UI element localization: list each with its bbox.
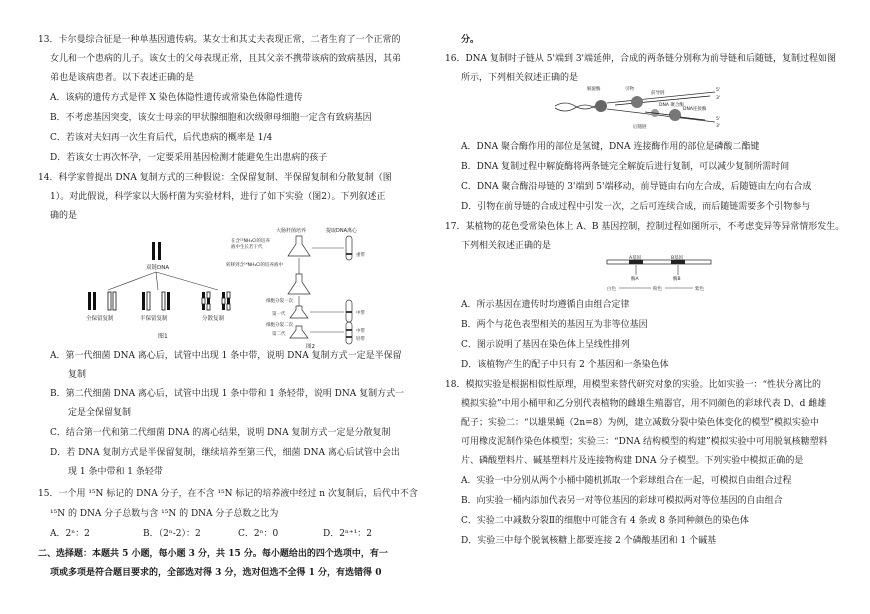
q16-option-a: A．DNA 聚合酶作用的部位是氢键，DNA 连接酶作用的部位是磷酸二酯键 [461,142,760,152]
q14-option-d-1: D．若 DNA 复制方式是半保留复制，继续培养至第三代，细菌 DNA 离心后试管中会出 [50,448,400,458]
q15-option-d: D．2ⁿ⁺¹：2 [323,529,372,539]
section-2-heading-1: 二、选择题：本题共 5 小题，每小题 3 分，共 15 分。每小题给出的四个选项中，有一 [38,549,388,559]
q16-stem-2: 所示，下列相关叙述正确的是 [461,73,579,83]
q17-option-a: A．所示基因在遗传时均遵循自由组合定律 [461,300,630,310]
fig17-gene-a: A基因 [629,256,642,261]
fig2-caption: 图2 [306,344,315,350]
fig2-band-light: 轻带 [356,337,365,342]
fig16-lagging-label: 后随链 [633,125,647,130]
fig2-band-heavy: 重带 [356,253,365,258]
q14-option-a-1: A．第一代细菌 DNA 离心后，试管中出现 1 条中带，说明 DNA 复制方式一定是半保留 [50,351,402,361]
helicase-icon [595,100,607,112]
q17-option-d: D．该植物产生的配子中只有 2 个基因和一条染色体 [461,360,669,370]
q15-option-c: C．2ⁿ：0 [238,529,279,539]
q13-stem-1: 13．卡尔曼综合征是一种单基因遗传病。某女士和其丈夫表现正常，二者生育了一个正常的 [38,35,401,45]
fig2-division-2: 细胞分裂二次 [266,323,293,328]
flask-icon [288,274,310,294]
fig2-generation-2: 第二代 [272,332,286,337]
fig2-band-mid: 中带 [356,311,365,316]
figure-16-replication-fork [555,82,725,130]
fig17-gene-b: B基因 [671,256,684,261]
q14-option-a-2: 复制 [68,370,87,380]
q13-option-c: C．若该对夫妇再一次生育后代，后代患病的概率是 1/4 [50,133,273,143]
q18-stem-3: 配子；实验二：“以雄果蝇（2n=8）为例，建立减数分裂中染色体变化的模型”模拟实验中 [461,418,819,428]
q13-stem-2: 女儿和一个患病的儿子。该女士的父母表现正常，且其父亲不携带该病的致病基因，其弟 [50,54,402,64]
fig17-enzyme-b: 酶B [673,277,681,282]
q13-option-a: A．该病的遗传方式是伴 X 染色体隐性遗传或常染色体隐性遗传 [50,93,303,103]
fig16-end-5-bottom: 5' [716,117,721,122]
test-tube-icon [346,322,352,344]
q14-stem-1: 14．科学家曾提出 DNA 复制方式的三种假说：全保留复制、半保留复制和分散复制（图 [38,173,392,183]
q14-option-d-2: 现 1 条中带和 1 条轻带 [68,467,163,477]
q15-option-b: B．（2ⁿ-2）：2 [143,529,201,539]
q14-stem-3: 确的是 [50,211,78,221]
fig16-leading-label: 前导链 [651,91,665,96]
fig16-ligase-label: DNA连接酶 [683,107,707,112]
q17-option-c: C．图示说明了基因在染色体上呈线性排列 [461,340,630,350]
q16-option-d: D．引物在前导链的合成过程中引发一次，之后可连续合成，而后随链需要多个引物参与 [461,202,811,212]
q14-option-b-2: 定是全保留复制 [68,408,132,418]
q17-option-b: B．两个与花色表型相关的基因互为非等位基因 [461,320,648,330]
q13-stem-3: 弟也是该病患者。以下表述正确的是 [50,73,195,83]
fig2-centrifuge-label: 提取DNA离心 [326,228,358,234]
q18-stem-1: 18．模拟实验是根据相似性原理，用模型来替代研究对象的实验。比如实验一：“性状分离比的 [445,380,822,390]
q15-stem-2: ¹⁵N 的 DNA 分子总数与含 ¹⁵N 的 DNA 分子总数之比为 [50,509,279,519]
polymerase-icon [669,109,681,121]
q18-stem-4: 可用橡皮泥制作染色体模型；实验三：“DNA 结构模型的构建”模拟实验中可用脱氧核糖塑料 [461,437,828,447]
fig16-helicase-label: 解旋酶 [587,87,601,92]
q14-option-b-1: B．第二代细菌 DNA 离心后，试管中出现 1 条中带和 1 条轻带，说明 DNA 复制方式一 [50,389,405,399]
q18-stem-2: 模拟实验”中用小桶甲和乙分别代表植物的雌雄生殖器官，用不同颜色的彩球代表 D、d 雌雄 [461,399,827,409]
fig1-label-dispersive: 分散复制 [202,316,225,322]
fig16-end-3-bottom: 3' [716,124,721,129]
section-2-heading-2: 项或多项是符合题目要求的，全部选对得 3 分，选对但选不全得 1 分，有选错得 0 [50,568,382,578]
figure-17-gene-pathway [605,255,715,293]
test-tube-icon [346,300,352,322]
fig1-label-semiconservative: 半保留复制 [140,316,168,322]
fig17-enzyme-a: 酶A [631,277,639,282]
fig2-band-mid-2: 中带 [356,329,365,334]
fig1-label-conservative: 全保留复制 [86,316,114,322]
fig2-transfer-label: 转移到含¹⁴NH₄Cl的培养液中 [226,263,284,268]
fig2-n15-medium-1: 在含¹⁵NH₄Cl的培养 [231,239,271,244]
fig17-pink: 粉色 [653,287,662,292]
fig2-n15-medium-2: 液中生长若干代 [231,245,263,250]
chromosome-bar [607,260,711,264]
q17-stem-2: 下列相关叙述正确的是 [461,241,552,251]
figure-2-meselson-stahl-experiment [226,222,396,350]
flask-icon [290,306,308,318]
section-2-heading-3: 分。 [461,35,480,45]
fig17-purple: 紫色 [695,287,704,292]
fig17-white: 白色 [607,287,616,292]
q16-option-c: C．DNA 聚合酶沿母链的 3'端到 5'端移动，前导链由右向左合成，后随链由左向右合成 [461,182,812,192]
q18-stem-5: 片、磷酸塑料片、碱基塑料片及连接物构建 DNA 分子模型。下列实验中模拟正确的是 [461,456,804,466]
q18-option-a: A．实验一中分别从两个小桶中随机抓取一个彩球组合在一起，可模拟自由组合过程 [461,476,792,486]
q16-option-b: B．DNA 复制过程中解旋酶将两条链完全解旋后进行复制，可以减少复制所需时间 [461,162,790,172]
q17-stem-1: 17．某植物的花色受常染色体上 A、B 基因控制，控制过程如图所示，不考虑变异等异常情形发生。 [445,222,845,232]
q13-option-d: D．若该女士再次怀孕，一定要采用基因检测才能避免生出患病的孩子 [50,153,328,163]
q18-option-b: B．向实验一桶内添加代表另一对等位基因的彩球可模拟两对等位基因的自由组合 [461,496,783,506]
fig2-generation-1: 第一代 [272,312,286,317]
fig2-culture-label: 大肠杆菌培养 [276,228,307,234]
flask-icon [288,236,310,256]
fig1-top-label: 双链DNA [146,265,170,271]
q16-stem-1: 16．DNA 复制时子链从 5'端到 3'端延伸，合成的两条链分别称为前导链和后随链，复制过程如图 [445,54,837,64]
fig16-polymerase-label: DNA 聚合酶 [659,103,684,108]
q13-option-b: B．不考虑基因突变，该女士母亲的甲状腺细胞和次级卵母细胞一定含有致病基因 [50,113,372,123]
fig16-end-5-top: 5' [716,88,721,93]
fig16-primer-label: 引物 [625,87,634,92]
fig1-caption: 图1 [158,333,168,340]
fig2-division-1: 细胞分裂一次 [266,299,293,304]
test-tube-icon [346,236,352,260]
fig16-end-3-top: 3' [716,96,721,101]
q15-stem-1: 15．一个用 ¹⁵N 标记的 DNA 分子，在不含 ¹⁵N 标记的培养液中经过 n 次复制后，后代中不含 [38,489,418,499]
q15-option-a: A．2ⁿ：2 [50,529,90,539]
q18-option-c: C．实验二中减数分裂Ⅱ的细胞中可能含有 4 条或 8 条同种颜色的染色体 [461,516,749,526]
q14-stem-2: 1）。对此假说，科学家以大肠杆菌为实验材料，进行了如下实验（图2）。下列叙述正 [50,192,386,202]
q18-option-d: D．实验三中每个脱氧核糖上都要连接 2 个磷酸基团和 1 个碱基 [461,536,717,546]
q14-option-c: C．结合第一代和第二代细菌 DNA 的离心结果，说明 DNA 复制方式一定是分散复制 [50,428,391,438]
polymerase-icon [631,96,643,108]
